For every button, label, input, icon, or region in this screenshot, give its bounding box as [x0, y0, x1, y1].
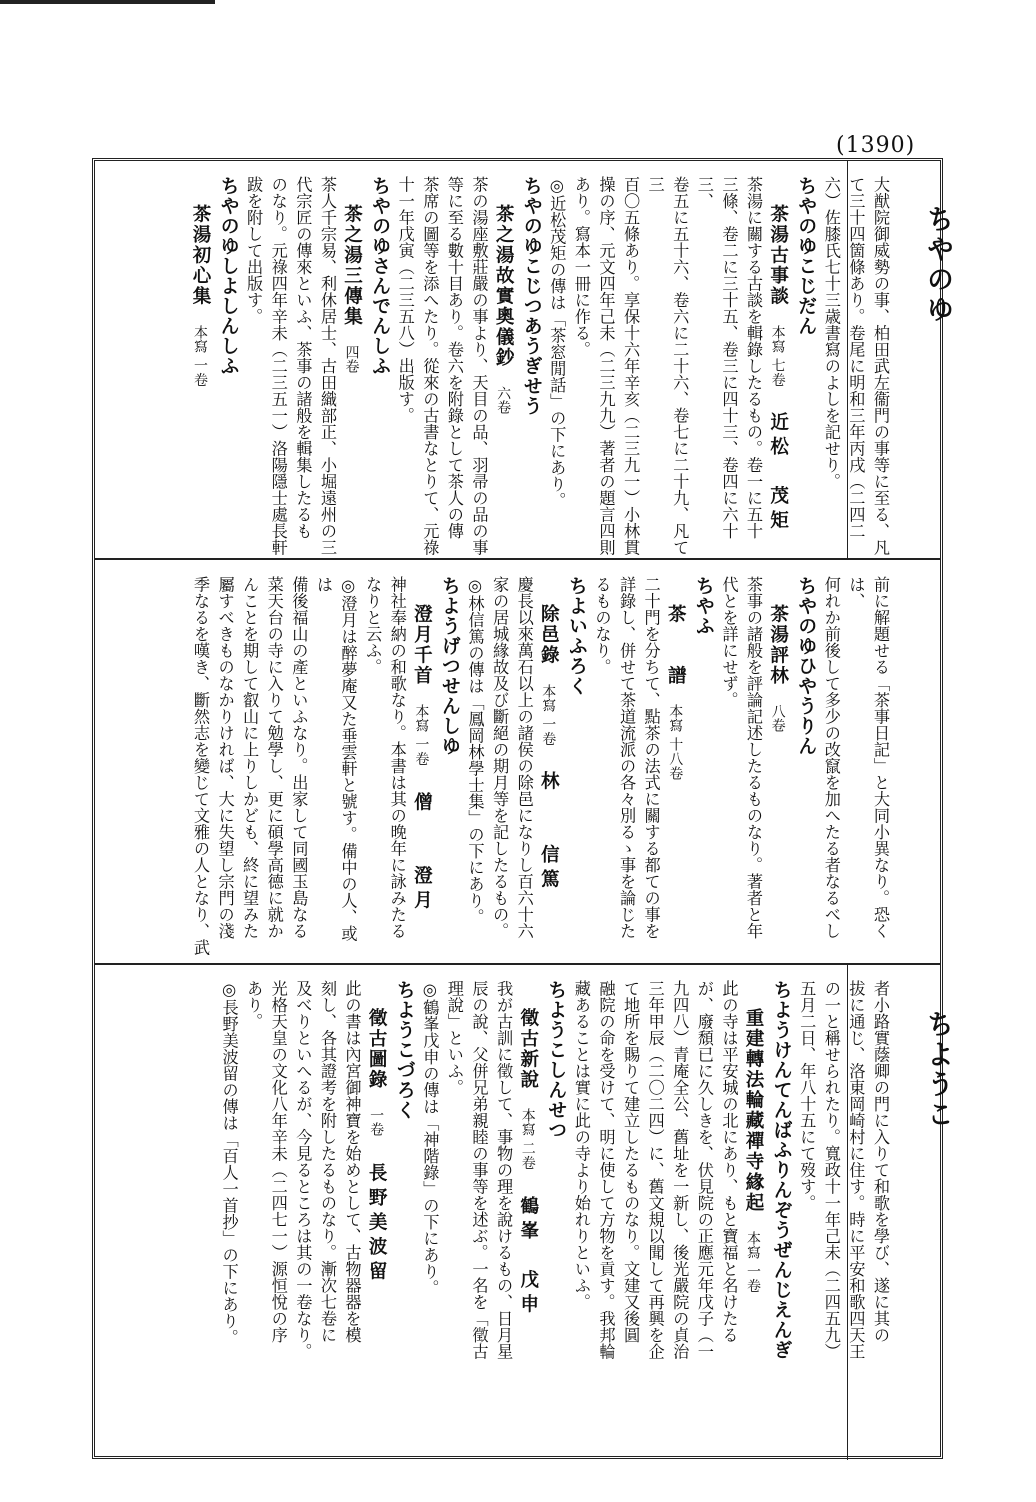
text-line: 菜天台の寺に入りて勉學し、更に碩學高德に就か [264, 576, 284, 939]
text-line: が、廢頹已に久しきを、伏見院の正應元年戊子（一 [694, 980, 714, 1360]
text-line: なりと云ふ。 [363, 576, 383, 675]
entry-title-line [765, 576, 790, 956]
text-line: 神社奉納の和歌なり。本書は其の晚年に詠みたる [387, 576, 407, 939]
text-line: 辰の說、父併兄弟親睦の事等を述ぶ。一名を「徵古 [469, 980, 489, 1360]
text-line: 百〇五條あり。享保十六年辛亥（二三九一）小林貫 [621, 176, 641, 556]
text-line: 備後福山の產といふなり。出家して同國玉島なる [289, 576, 309, 939]
text-line: 融院の命を受けて、明に使して方物を貢す。我邦輪 [596, 980, 616, 1360]
text-line: 茶人千宗易、利休居士、古田織部正、小堀遠州の三 [317, 176, 337, 556]
text-line: 屬すべきものなかりければ、大に失望し宗門の淺 [215, 576, 235, 939]
entry-volume-note: 六卷 [495, 386, 512, 415]
entry-reading-heading: ちよいふろく [565, 576, 588, 696]
text-line: 二十門を分ちて、點茶の法式に關する都ての事を [641, 576, 661, 939]
entry-volume-note: 四卷 [343, 345, 360, 374]
running-head-bottom: ちようこ [922, 1010, 953, 1130]
entry-title: 徵古新說 [517, 1008, 539, 1090]
text-line: の一と稱せられたり。寬政十一年己未（二四五九） [821, 980, 841, 1360]
text-line: 茶の湯座敷莊嚴の事より、天目の品、羽帚の品の事 [469, 176, 489, 556]
entry-title: 茶之湯故實奧儀鈔 [493, 204, 515, 368]
entry-title: 茶湯古事談 [767, 204, 789, 307]
text-line: 六）佐膝氏七十三歳書寫のよしを記せり。 [821, 176, 841, 490]
text-line: るものなり。 [592, 576, 612, 675]
entry-title-line [740, 980, 765, 1450]
text-line: 跋を附して出版す。 [244, 176, 264, 325]
text-line: 季なるを嘆き、斷然志を變じて文雅の人となり、武 [190, 576, 210, 956]
entry-author: 林 信篤 [538, 771, 560, 894]
text-line: 代とを詳にせず。 [719, 576, 739, 708]
text-line: 此の寺は平安城の北にあり、もと寶福と名けたる [719, 980, 739, 1343]
text-line: て三十四箇條あり。卷尾に明和三年丙戌（二四二 [846, 176, 866, 539]
text-line: あり。寫本一冊に作る。 [571, 176, 591, 358]
text-line: 慶長以來萬石以上の諸侯の除邑になりし百六十六 [514, 576, 534, 939]
entry-reading-heading: ちようけんてんばふりんぞうぜんじえんぎ [770, 980, 793, 1360]
text-line: 茶席の圖等を添へたり。從來の古書なとりて、元祿 [420, 176, 440, 556]
text-line: 此の書は內宮御神寶を始めとして、古物器器を模 [342, 980, 362, 1343]
text-line: 拔に通じ、洛東岡崎村に住す。時に平安和歌四天王 [846, 980, 866, 1360]
entry-volume-note: 本寫 一卷 [191, 324, 208, 387]
entry-title: 茶湯評林 [767, 604, 789, 686]
entry-title: 茶湯初心集 [189, 204, 211, 307]
text-line: 茶事の諸般を評論記述したるものなり。著者と年 [744, 576, 764, 939]
text-line: あり。 [244, 980, 264, 1030]
text-line: 刻し、各其證考を附したるものなり。漸次七卷に [317, 980, 337, 1343]
entry-title-line [515, 980, 540, 1450]
text-line: ◎近松茂矩の傳は「茶窓閒話」の下にあり。 [547, 176, 567, 509]
entry-reading-heading: ちやのゆこじつあうぎせう [520, 176, 543, 416]
text-line: 何れか前後して多少の改竄を加へたる者なるべし [821, 576, 841, 939]
entry-reading-heading: ちやふ [692, 576, 715, 636]
text-line: 五月二日、年八十五にて歿す。 [797, 980, 817, 1211]
entry-volume-note: 本寫 十八卷 [667, 704, 684, 781]
entry-title: 茶之湯三傳集 [341, 204, 363, 327]
text-line: 三年甲辰（二〇二四）に、舊文規以聞して再興を企 [645, 980, 665, 1360]
section-divider-top [95, 558, 940, 560]
entry-title: 重建轉法輪藏禪寺緣起 [743, 1008, 765, 1213]
entry-reading-heading: ちようこづろく [393, 980, 416, 1120]
text-panel-middle [98, 576, 892, 956]
text-line: んことを期して叡山に上りしかども、終に望みた [240, 576, 260, 939]
text-line: 及べりといへるが、今見るところは其の一卷なり。 [293, 980, 313, 1360]
entry-volume-note: 本寫 一卷 [413, 704, 430, 766]
entry-title: 徵古圖錄 [366, 1008, 388, 1090]
text-line: 藏あることは實に此の寺より始れりといふ。 [571, 980, 591, 1310]
entry-reading-heading: ちやのゆしよしんしふ [217, 176, 240, 376]
entry-title-line [364, 980, 389, 1450]
text-line: ◎長野美波留の傳は「百人一首抄」の下にあり。 [219, 980, 239, 1346]
entry-title-line [187, 176, 212, 556]
text-line: 理說」といふ。 [444, 980, 464, 1096]
entry-reading-heading: ちやのゆひやうりん [795, 576, 818, 756]
entry-volume-note: 八卷 [769, 704, 786, 733]
section-divider-bottom [95, 963, 940, 965]
text-line: 光格天皇の文化八年辛未（二四七一）源恒悅の序 [268, 980, 288, 1343]
entry-title-line [663, 576, 688, 956]
entry-reading-heading: ちようこしんせつ [545, 980, 568, 1140]
text-line: ◎鶴峯戊申の傳は「神階錄」の下にあり。 [420, 980, 440, 1297]
entry-title-line [765, 176, 790, 556]
text-line: 我が古訓に徵して、事物の理を說けるもの、日月星 [494, 980, 514, 1360]
text-line: 十一年戊寅（二三五八）出版す。 [395, 176, 415, 424]
entry-author: 長野美波留 [366, 1162, 388, 1286]
entry-volume-note: 本寫 七卷 [769, 324, 786, 387]
text-line: て地所を賜りて建立したるものなり。文建又後圓 [621, 980, 641, 1343]
text-line: 前に解題せる「茶事日記」と大同小異なり。恐くは、 [846, 576, 890, 939]
text-panel-bottom [98, 980, 892, 1450]
running-head-top: ちやのゆ [922, 205, 953, 325]
text-line: 九四八）青庵全公、舊址を一新し、後光嚴院の貞治 [670, 980, 690, 1360]
text-line: 代宗匠の傳來といふ、茶事の諸般を輯集したるも [293, 176, 313, 539]
entry-volume-note: 一卷 [368, 1108, 385, 1137]
page-number: (1390) [836, 133, 916, 158]
entry-author: 鶴峯 戊申 [517, 1195, 539, 1319]
text-line: 等に至る數十目あり。卷六を附錄として茶人の傳 [444, 176, 464, 539]
text-panel-top [98, 176, 892, 556]
text-line: 大猷院御威勢の事、柏田武左衞門の事等に至る、凡 [871, 176, 890, 556]
entry-title: 除邑錄 [538, 604, 560, 666]
text-line: のなり。元祿四年辛未（二三五一）洛陽隱士處長軒 [268, 176, 288, 556]
text-line: 卷五に五十六、卷六に二十六、卷七に二十九、凡て三 [645, 176, 690, 556]
entry-title-line [339, 176, 364, 556]
text-line: 茶湯に關する古談を輯錄したるもの。卷一に五十 [744, 176, 764, 539]
entry-title: 澄月千首 [411, 604, 433, 686]
entry-volume-note: 本寫 一卷 [540, 683, 557, 746]
entry-author: 近松 茂矩 [767, 412, 789, 535]
scan-artifact-line [0, 0, 215, 4]
entry-volume-note: 本寫 一卷 [745, 1231, 762, 1293]
entry-title-line [536, 576, 561, 956]
entry-reading-heading: ちやのゆさんでんしふ [369, 176, 392, 376]
entry-reading-heading: ちようげつせんしゆ [438, 576, 461, 756]
text-line: 三條、卷二に三十五、卷三に四十三、卷四に六十三、 [694, 176, 739, 539]
entry-volume-note: 本寫 二卷 [519, 1108, 536, 1170]
entry-title-line [491, 176, 516, 556]
text-line: 者小路實蔭卿の門に入りて和歌を學び、遂に其の [871, 980, 890, 1343]
entry-reading-heading: ちやのゆこじだん [795, 176, 818, 336]
text-line: ◎林信篤の傳は「鳳岡林學士集」の下にあり。 [465, 576, 485, 926]
text-line: ◎澄月は醉夢庵又た垂雲軒と號す。備中の人、或は [313, 576, 358, 942]
text-line: 操の序、元文四年己未（二三九九）著者の題言四則 [596, 176, 616, 556]
entry-title-line [409, 576, 434, 956]
text-line: 詳錄し、併せて茶道流派の各々別るゝ事を論じた [617, 576, 637, 939]
entry-author: 僧 澄月 [411, 791, 433, 915]
text-line: 家の居城緣故及び斷絕の期月等を記したるもの。 [490, 576, 510, 939]
entry-title: 茶 譜 [665, 604, 687, 686]
